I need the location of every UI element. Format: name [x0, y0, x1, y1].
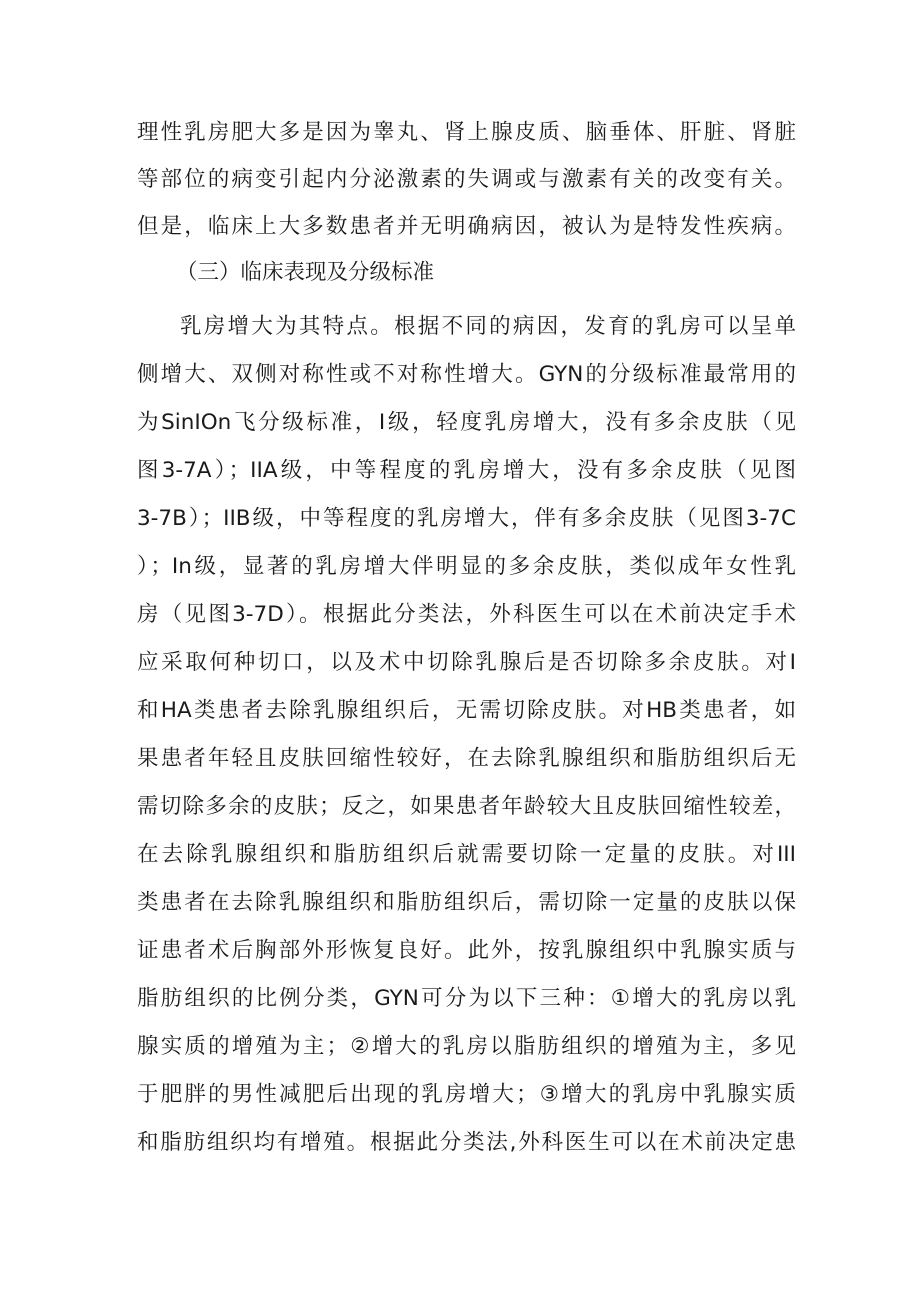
text-line: 和脂肪组织均有增殖。根据此分类法,外科医生可以在术前决定患 [137, 1130, 796, 1155]
text-line: 图3-7A）；IIA级，中等程度的乳房增大，没有多余皮肤（见图 [137, 458, 796, 483]
text-line: 应采取何种切口，以及术中切除乳腺后是否切除多余皮肤。对I [137, 650, 796, 675]
text-line: 腺实质的增殖为主；②增大的乳房以脂肪组织的增殖为主，多见 [137, 1034, 796, 1059]
text-line: 脂肪组织的比例分类，GYN可分为以下三种：①增大的乳房以乳 [137, 986, 796, 1011]
text-line: 需切除多余的皮肤；反之，如果患者年龄较大且皮肤回缩性较差， [137, 794, 796, 819]
text-line: 房（见图3-7D）。根据此分类法，外科医生可以在术前决定手术 [137, 602, 796, 627]
text-line: 果患者年轻且皮肤回缩性较好，在去除乳腺组织和脂肪组织后无 [137, 746, 796, 771]
text-line: 侧增大、双侧对称性或不对称性增大。GYN的分级标准最常用的 [137, 362, 796, 387]
text-line: 于肥胖的男性减肥后出现的乳房增大；③增大的乳房中乳腺实质 [137, 1082, 796, 1107]
text-line: 在去除乳腺组织和脂肪组织后就需要切除一定量的皮肤。对III [137, 842, 796, 867]
text-line: 理性乳房肥大多是因为睾丸、肾上腺皮质、脑垂体、肝脏、肾脏 [137, 120, 796, 145]
text-line: ）；In级，显著的乳房增大伴明显的多余皮肤，类似成年女性乳 [137, 554, 796, 579]
text-line: 为SinIOn飞分级标准，I级，轻度乳房增大，没有多余皮肤（见 [137, 410, 796, 435]
text-line: 3-7B）；IIB级，中等程度的乳房增大，伴有多余皮肤（见图3-7C [137, 506, 796, 531]
text-line: 等部位的病变引起内分泌激素的失调或与激素有关的改变有关。 [137, 167, 796, 192]
text-line: 和HA类患者去除乳腺组织后，无需切除皮肤。对HB类患者，如 [137, 698, 796, 723]
text-line: 乳房增大为其特点。根据不同的病因，发育的乳房可以呈单 [180, 314, 796, 339]
text-line: 但是，临床上大多数患者并无明确病因，被认为是特发性疾病。 [137, 214, 796, 239]
text-line: 证患者术后胸部外形恢复良好。此外，按乳腺组织中乳腺实质与 [137, 938, 796, 963]
section-heading: （三）临床表现及分级标准 [176, 260, 435, 285]
text-line: 类患者在去除乳腺组织和脂肪组织后，需切除一定量的皮肤以保 [137, 890, 796, 915]
